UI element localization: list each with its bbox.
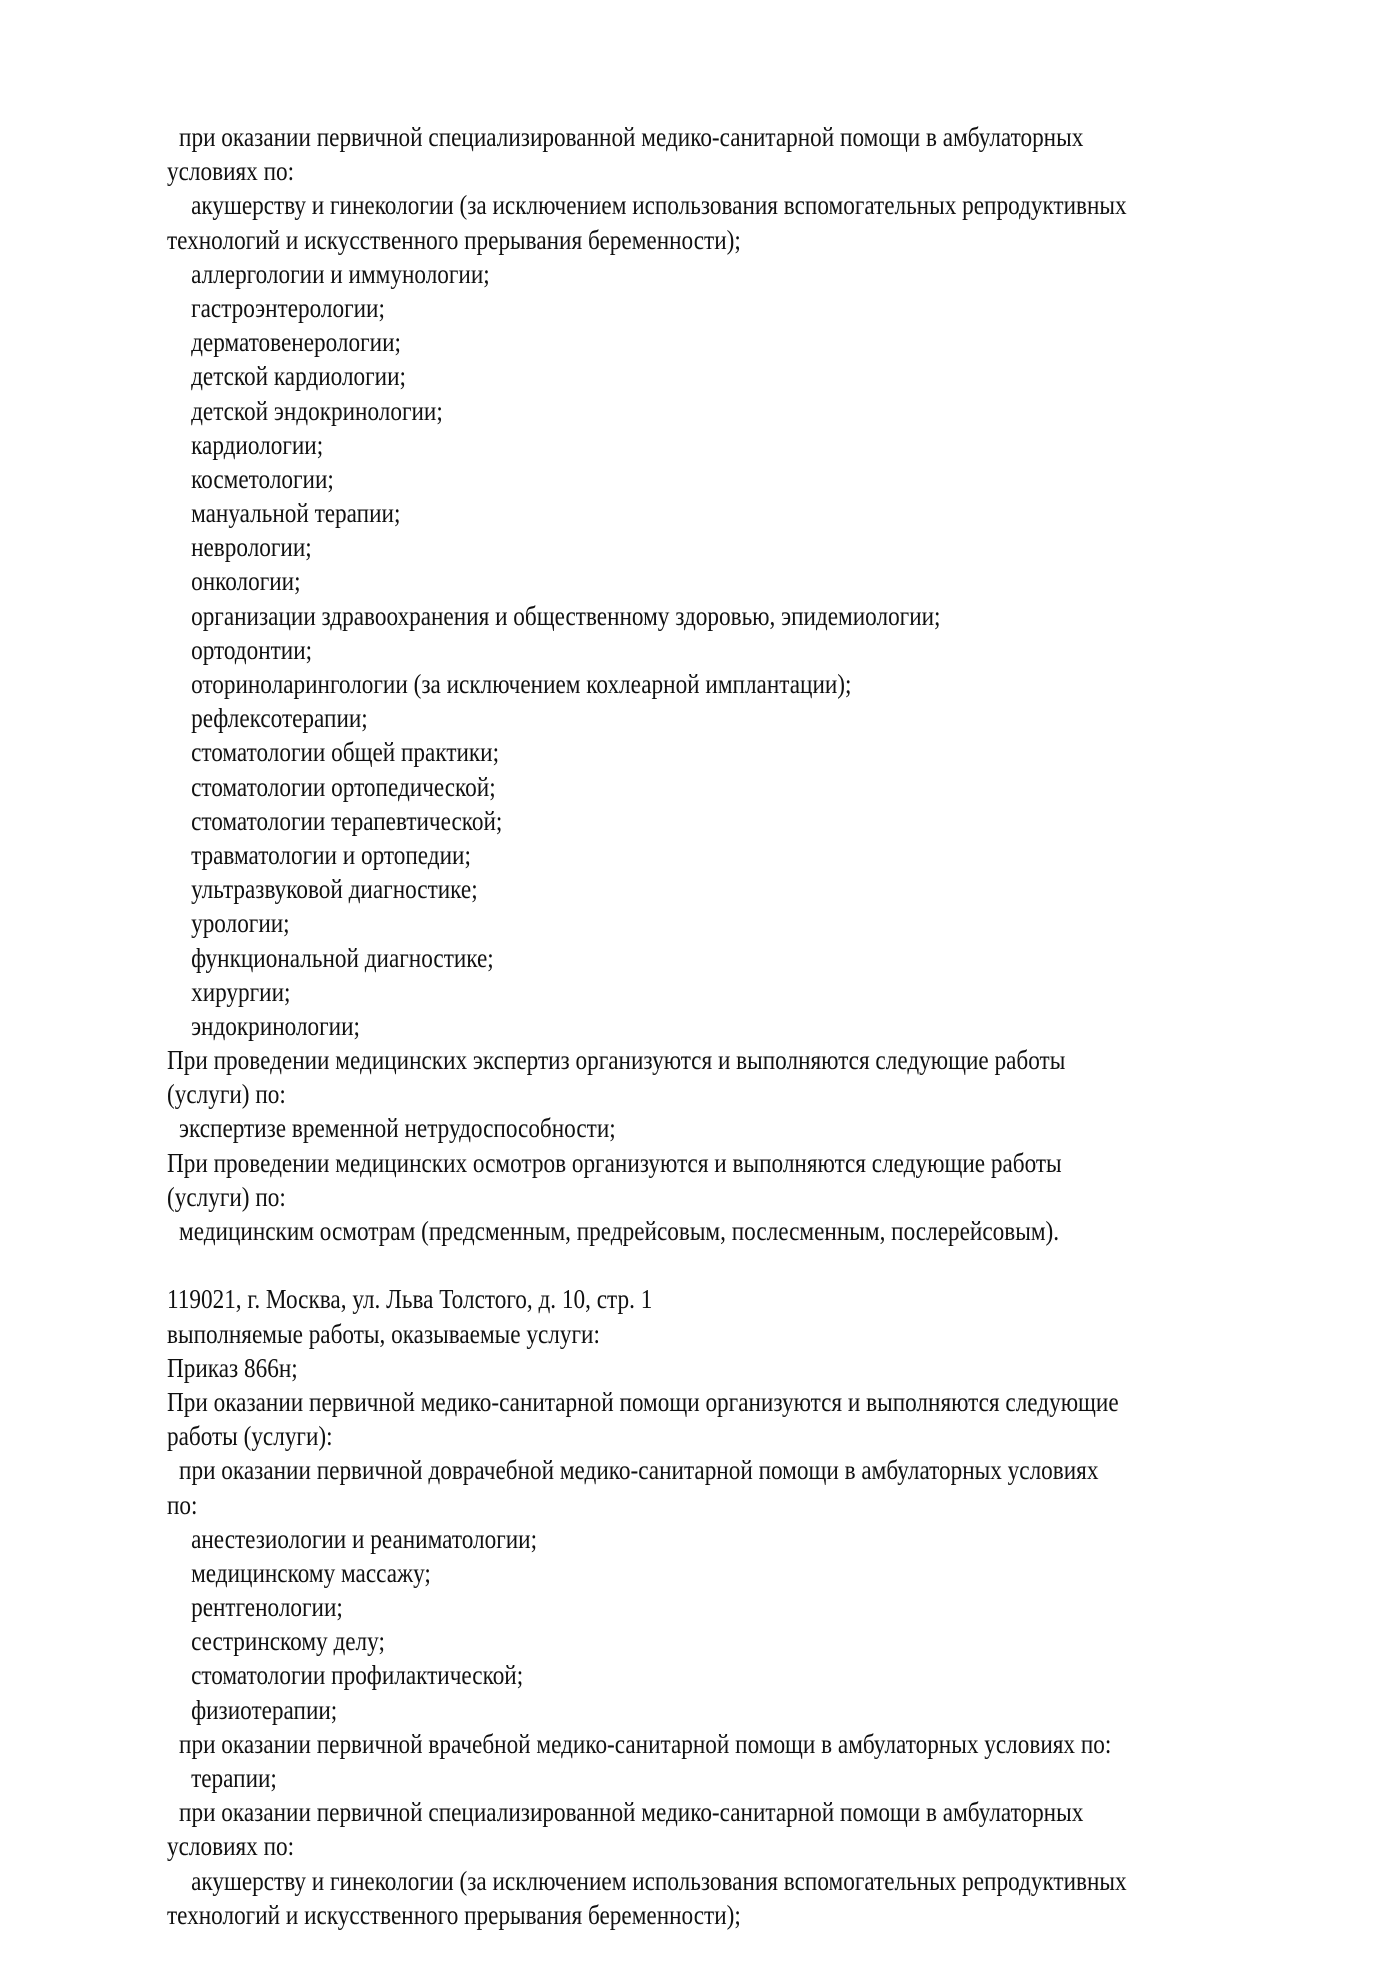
list-item: медицинскому массажу; [191,1557,431,1588]
obstetrics-item: акушерству и гинекологии (за исключением использования вспомогательных репродуктивных [191,1865,1127,1896]
expertise-header-cont: (услуги) по: [167,1079,286,1110]
exams-header-cont: (услуги) по: [167,1181,286,1212]
expertise-header: При проведении медицинских экспертиз организуются и выполняются следующие работы [167,1045,1066,1076]
list-item: кардиологии; [191,429,324,460]
list-item: аллергологии и иммунологии; [191,258,490,289]
list-item: хирургии; [191,976,291,1007]
specialized-care-header: при оказании первичной специализированной медико-санитарной помощи в амбулаторных [179,122,1084,152]
list-item: онкологии; [191,566,301,597]
specialized-care-header-cont: условиях по: [167,1831,295,1862]
list-item: косметологии; [191,463,334,494]
list-item: стоматологии терапевтической; [191,805,503,836]
list-item: рефлексотерапии; [191,703,368,734]
list-item: детской кардиологии; [191,361,406,392]
list-item: ортодонтии; [191,634,313,665]
obstetrics-item: акушерству и гинекологии (за исключением использования вспомогательных репродуктивных [191,190,1127,221]
address: 119021, г. Москва, ул. Льва Толстого, д. 10, стр. 1 [167,1284,653,1315]
exams-header: При проведении медицинских осмотров организуются и выполняются следующие работы [167,1147,1062,1178]
primary-care-header-cont: работы (услуги): [167,1421,333,1452]
obstetrics-item-cont: технологий и искусственного прерывания беременности); [167,224,741,255]
obstetrics-item-cont: технологий и искусственного прерывания беременности); [167,1899,741,1930]
specialized-care-header: при оказании первичной специализированной медико-санитарной помощи в амбулаторных [179,1797,1084,1828]
list-item: травматологии и ортопедии; [191,839,471,870]
list-item: неврологии; [191,532,312,563]
document-page [167,120,1347,1932]
list-item: рентгенологии; [191,1592,343,1623]
list-item: гастроэнтерологии; [191,292,385,323]
prephysician-care-header-cont: по: [167,1489,198,1520]
list-item: анестезиологии и реаниматологии; [191,1523,538,1554]
list-item: детской эндокринологии; [191,395,443,426]
list-item: организации здравоохранения и общественному здоровью, эпидемиологии; [191,600,941,631]
exams-item: медицинским осмотрам (предсменным, предрейсовым, послесменным, послерейсовым). [179,1216,1060,1246]
specialized-care-header-cont: условиях по: [167,156,295,187]
list-item: стоматологии ортопедической; [191,771,496,802]
prephysician-care-header: при оказании первичной доврачебной медико-санитарной помощи в амбулаторных условиях [179,1455,1099,1486]
list-item: стоматологии общей практики; [191,737,500,768]
list-item: стоматологии профилактической; [191,1660,524,1691]
spacer [167,1248,1347,1282]
list-item: урологии; [191,908,290,939]
list-item: физиотерапии; [191,1694,338,1725]
works-label: выполняемые работы, оказываемые услуги: [167,1318,600,1349]
list-item: ультразвуковой диагностике; [191,874,478,905]
list-item: мануальной терапии; [191,498,401,529]
physician-care-header: при оказании первичной врачебной медико-санитарной помощи в амбулаторных условиях по: [179,1728,1112,1759]
expertise-item: экспертизе временной нетрудоспособности; [179,1113,616,1144]
list-item: дерматовенерологии; [191,327,401,358]
list-item: эндокринологии; [191,1010,360,1041]
order-number: Приказ 866н; [167,1352,298,1383]
list-item: терапии; [191,1763,277,1793]
list-item: оториноларингологии (за исключением кохлеарной имплантации); [191,669,852,699]
primary-care-header: При оказании первичной медико-санитарной помощи организуются и выполняются следующие [167,1386,1119,1417]
list-item: сестринскому делу; [191,1626,385,1657]
list-item: функциональной диагностике; [191,942,494,973]
